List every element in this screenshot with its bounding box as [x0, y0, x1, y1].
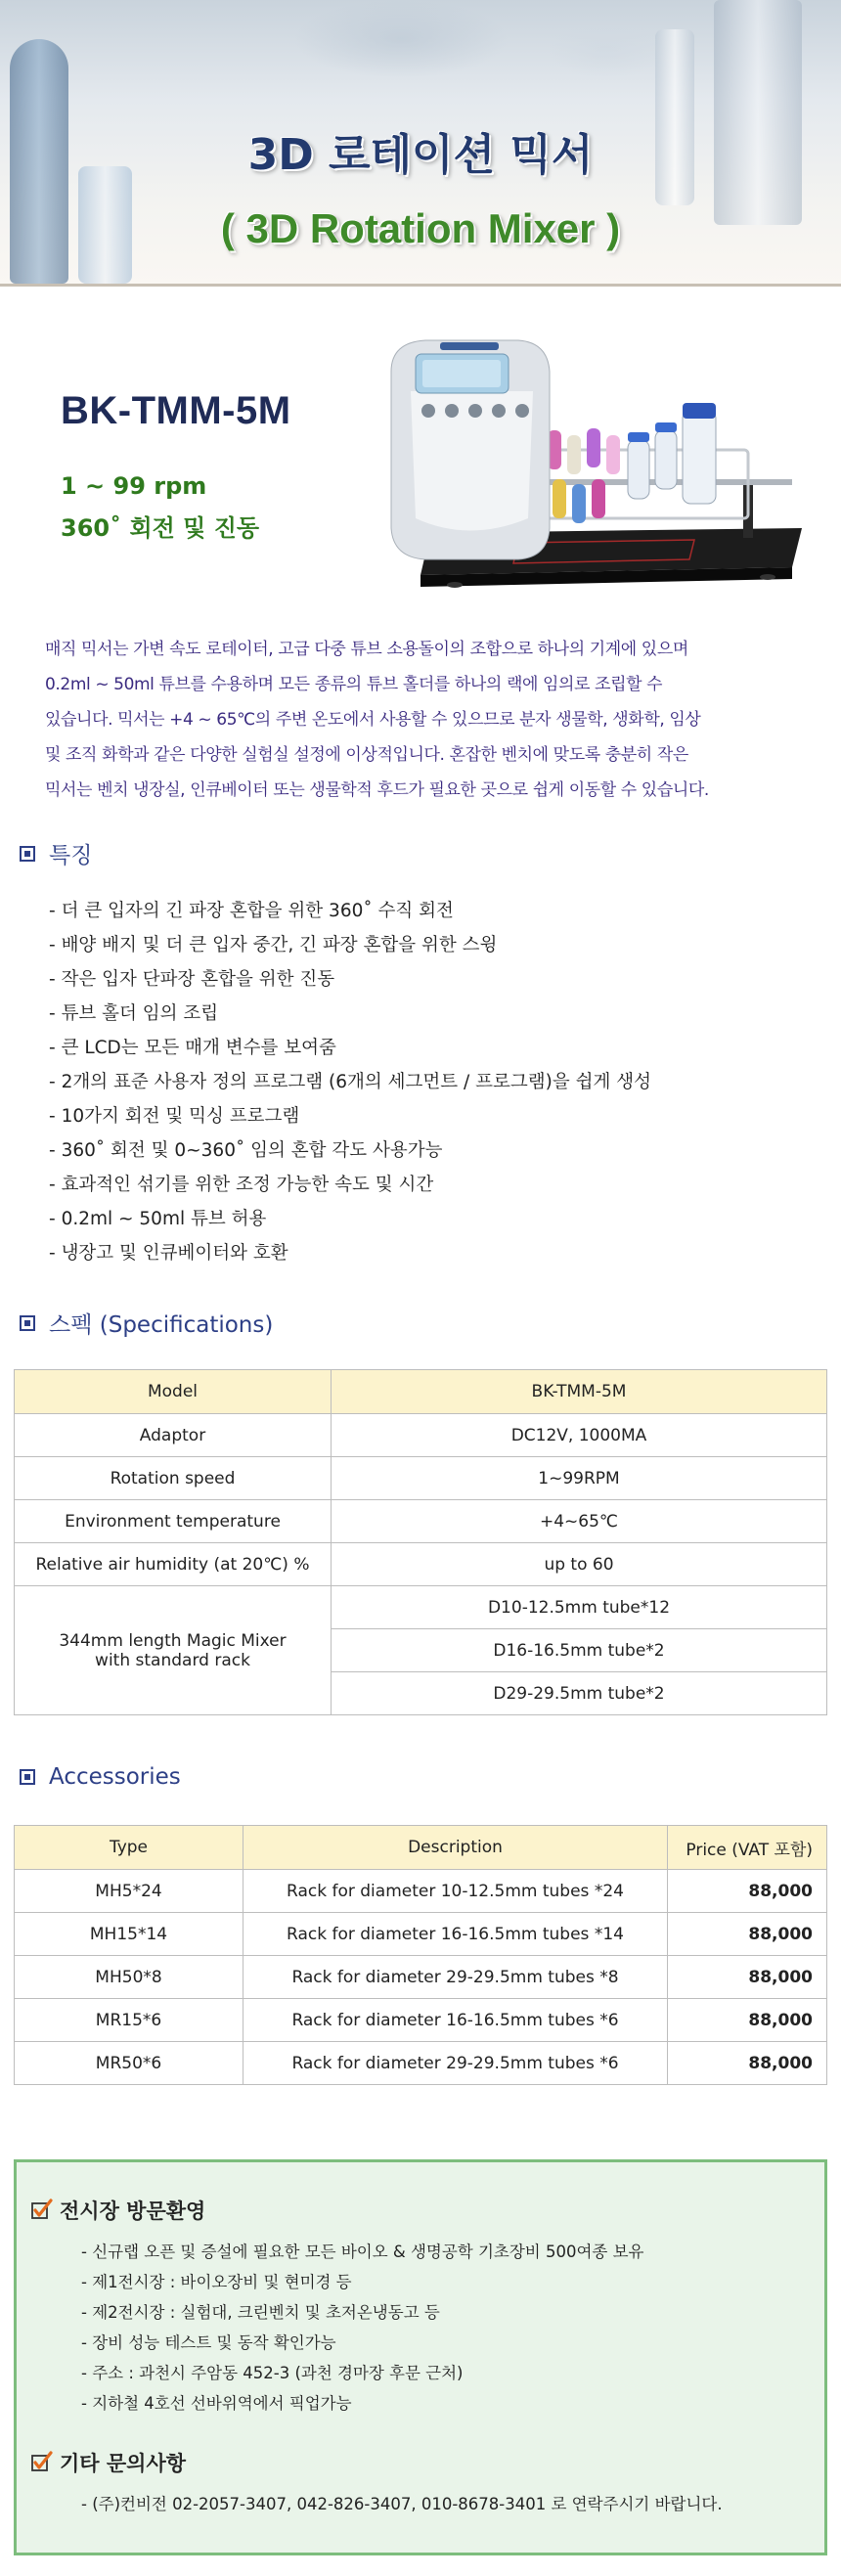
accessories-heading [20, 1764, 181, 1790]
table-header-row [15, 1370, 827, 1414]
accessory-price: 88,000 [668, 1999, 827, 2042]
feature-item: - 360˚ 회전 및 0~360˚ 임의 혼합 각도 사용가능 [49, 1133, 651, 1168]
features-heading-label: 특징 [49, 843, 93, 868]
spec-label: Relative air humidity (at 20℃) % [15, 1543, 332, 1586]
specs-heading-label: 스펙 (Specifications) [49, 1312, 274, 1338]
header-banner [0, 0, 841, 286]
rack-label-line: with standard rack [95, 1650, 250, 1670]
page-title: 3D 로테이션 믹서 [247, 130, 594, 180]
showroom-item: - 지하철 4호선 선바위역에서 픽업가능 [81, 2394, 352, 2413]
spec-value: D10-12.5mm tube*12 [332, 1586, 827, 1629]
product-image [372, 333, 812, 606]
accessory-description: Rack for diameter 16-16.5mm tubes *14 [243, 1913, 668, 1956]
spec-value: +4~65℃ [332, 1500, 827, 1543]
table-header-cell: Model [15, 1370, 332, 1414]
accessory-description: Rack for diameter 29-29.5mm tubes *8 [243, 1956, 668, 1999]
model-name: BK-TMM-5M [61, 389, 291, 432]
intro-line: 있습니다. 믹서는 +4 ~ 65℃의 주변 온도에서 사용할 수 있으므로 분자 생물학, 생화학, 임상 [45, 710, 701, 730]
intro-line: 매직 믹서는 가변 속도 로테이터, 고급 다중 튜브 소용돌이의 조합으로 하나의 기계에 있으며 [45, 640, 688, 659]
accessory-description: Rack for diameter 16-16.5mm tubes *6 [243, 1999, 668, 2042]
checkbox-check-icon [30, 2198, 54, 2221]
showroom-item: - 제1전시장 : 바이오장비 및 현미경 등 [81, 2273, 352, 2291]
table-row [15, 1956, 827, 1999]
accessory-type: MH50*8 [15, 1956, 243, 1999]
glassware-decoration [548, 20, 665, 78]
table-row [15, 1913, 827, 1956]
speed-range: 1 ~ 99 rpm [61, 472, 207, 500]
specs-heading [20, 1307, 273, 1339]
feature-item: - 효과적인 섞기를 위한 조정 가능한 속도 및 시간 [49, 1168, 651, 1202]
table-header-row [15, 1826, 827, 1870]
table-row [15, 2042, 827, 2085]
feature-item: - 배양 배지 및 더 큰 입자 중간, 긴 파장 혼합을 위한 스윙 [49, 928, 651, 962]
table-header-cell: Description [243, 1826, 668, 1870]
table-row [15, 1543, 827, 1586]
accessories-table [14, 1825, 827, 2085]
table-row [15, 1586, 827, 1629]
spec-value: D16-16.5mm tube*2 [332, 1629, 827, 1672]
showroom-item: - 주소 : 과천시 주암동 452-3 (과천 경마장 후문 근처) [81, 2364, 464, 2382]
spec-value: up to 60 [332, 1543, 827, 1586]
showroom-item: - 제2전시장 : 실험대, 크린벤치 및 초저온냉동고 등 [81, 2303, 440, 2322]
rack-label-line: 344mm length Magic Mixer [59, 1630, 287, 1651]
accessories-heading-label: Accessories [49, 1764, 181, 1790]
feature-item: - 작은 입자 단파장 혼합을 위한 진동 [49, 962, 651, 997]
section-square-icon [20, 1315, 35, 1331]
spec-value: D29-29.5mm tube*2 [332, 1672, 827, 1715]
accessory-price: 88,000 [668, 1870, 827, 1913]
feature-item: - 튜브 홀더 임의 조립 [49, 997, 651, 1031]
table-header-cell: Price (VAT 포함) [668, 1826, 827, 1870]
table-header-cell: BK-TMM-5M [332, 1370, 827, 1414]
info-box [14, 2159, 827, 2555]
intro-line: 및 조직 화학과 같은 다양한 실험실 설정에 이상적입니다. 혼잡한 벤치에 맞도록 충분히 작은 [45, 745, 688, 765]
feature-item: - 10가지 회전 및 믹싱 프로그램 [49, 1099, 651, 1133]
spec-value: DC12V, 1000MA [332, 1414, 827, 1457]
feature-item: - 0.2ml ~ 50ml 튜브 허용 [49, 1202, 651, 1236]
page-subtitle: ( 3D Rotation Mixer ) [220, 205, 621, 251]
section-square-icon [20, 1769, 35, 1785]
features-list [49, 894, 651, 1270]
accessory-type: MH15*14 [15, 1913, 243, 1956]
contact-title: 기타 문의사항 [60, 2452, 187, 2475]
accessory-type: MH5*24 [15, 1870, 243, 1913]
motion-type: 360˚ 회전 및 진동 [61, 514, 260, 542]
spec-label: Adaptor [15, 1414, 332, 1457]
features-heading [20, 837, 92, 869]
table-row [15, 1457, 827, 1500]
spec-label-rack [15, 1586, 332, 1715]
intro-paragraph [45, 632, 827, 808]
feature-item: - 더 큰 입자의 긴 파장 혼합을 위한 360˚ 수직 회전 [49, 894, 651, 928]
table-header-cell: Type [15, 1826, 243, 1870]
feature-item: - 큰 LCD는 모든 매개 변수를 보여줌 [49, 1031, 651, 1065]
table-row [15, 1870, 827, 1913]
microscope-decoration [293, 0, 509, 78]
table-row [15, 1414, 827, 1457]
table-row [15, 1999, 827, 2042]
intro-line: 0.2ml ~ 50ml 튜브를 수용하며 모든 종류의 튜브 홀더를 하나의 랙에 임의로 조립할 수 [45, 675, 663, 694]
section-square-icon [20, 846, 35, 862]
spec-value: 1~99RPM [332, 1457, 827, 1500]
accessory-type: MR50*6 [15, 2042, 243, 2085]
accessory-description: Rack for diameter 10-12.5mm tubes *24 [243, 1870, 668, 1913]
showroom-item: - 장비 성능 테스트 및 동작 확인가능 [81, 2333, 336, 2352]
spec-label: Rotation speed [15, 1457, 332, 1500]
contact-line: - (주)컨비전 02-2057-3407, 042-826-3407, 010-8678-3401 로 연락주시기 바랍니다. [81, 2495, 723, 2513]
showroom-item: - 신규랩 오픈 및 증설에 필요한 모든 바이오 & 생명공학 기초장비 500여종 보유 [81, 2243, 644, 2261]
showroom-title: 전시장 방문환영 [60, 2199, 206, 2223]
header-divider [0, 284, 841, 287]
accessory-description: Rack for diameter 29-29.5mm tubes *6 [243, 2042, 668, 2085]
intro-line: 믹서는 벤치 냉장실, 인큐베이터 또는 생물학적 후드가 필요한 곳으로 쉽게 이동할 수 있습니다. [45, 780, 709, 800]
checkbox-check-icon [30, 2450, 54, 2473]
specs-table [14, 1369, 827, 1715]
feature-item: - 냉장고 및 인큐베이터와 호환 [49, 1236, 651, 1270]
accessory-price: 88,000 [668, 2042, 827, 2085]
accessory-type: MR15*6 [15, 1999, 243, 2042]
spec-label: Environment temperature [15, 1500, 332, 1543]
accessory-price: 88,000 [668, 1913, 827, 1956]
accessory-price: 88,000 [668, 1956, 827, 1999]
lab-cylinder-decoration [714, 0, 802, 225]
feature-item: - 2개의 표준 사용자 정의 프로그램 (6개의 세그먼트 / 프로그램)을 쉽게 생성 [49, 1065, 651, 1099]
table-row [15, 1500, 827, 1543]
